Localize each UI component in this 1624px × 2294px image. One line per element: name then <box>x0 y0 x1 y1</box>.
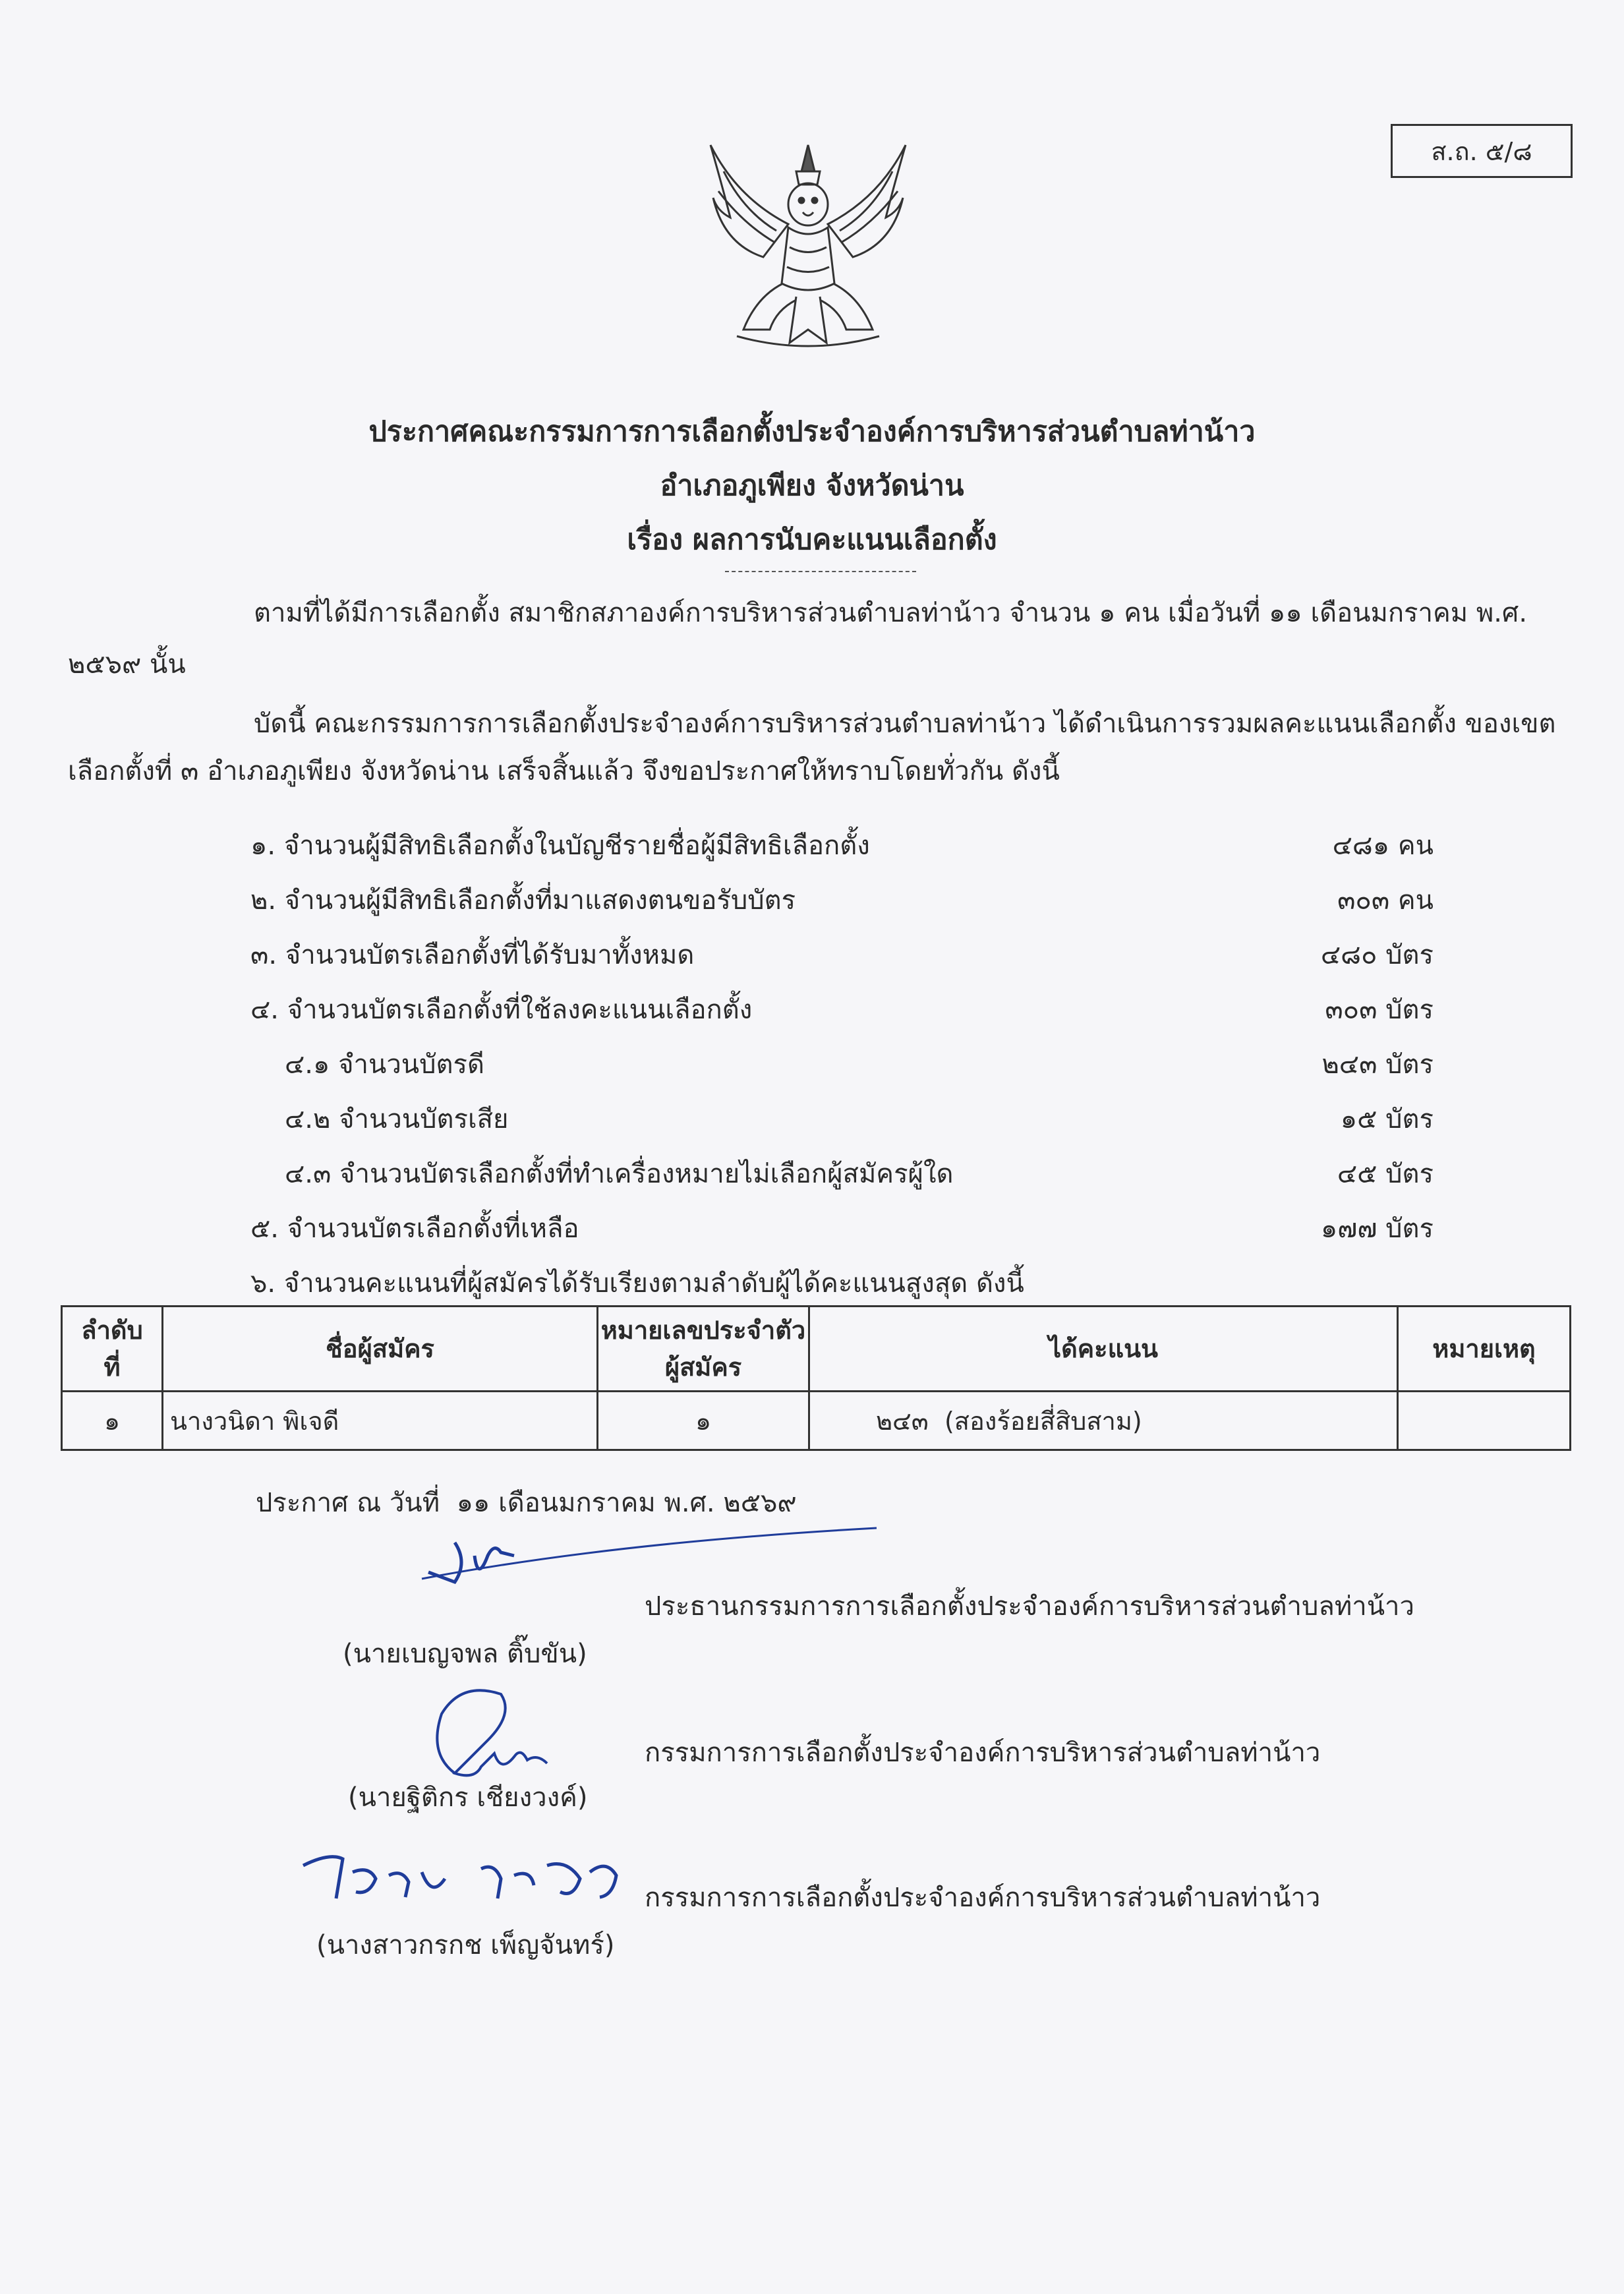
cell-name: นางวนิดา พิเจดี <box>163 1392 598 1450</box>
signatory-3-role: กรรมการการเลือกตั้งประจำองค์การบริหารส่วนตำบลท่าน้าว <box>645 1883 1321 1913</box>
intro-paragraph-2-line-2: เลือกตั้งที่ ๓ อำเภอภูเพียง จังหวัดน่าน เสร็จสิ้นแล้ว จึงขอประกาศให้ทราบโดยทั่วกัน ดังนี้ <box>68 756 1060 786</box>
intro-paragraph-1-line-1: ตามที่ได้มีการเลือกตั้ง สมาชิกสภาองค์การบริหารส่วนตำบลท่าน้าว จำนวน ๑ คน เมื่อวันที่ ๑๑ เดือนมกราคม พ.ศ. <box>254 598 1528 628</box>
column-header-number-line-1: หมายเลขประจำตัว <box>600 1316 806 1345</box>
signature-2-icon <box>415 1674 587 1793</box>
signatory-1-name: (นายเบญจพล ติ๊บขัน) <box>343 1639 587 1669</box>
title-line-2: อำเภอภูเพียง จังหวัดน่าน <box>660 469 964 502</box>
column-header-score: ได้คะแนน <box>809 1307 1398 1392</box>
signature-1-icon <box>415 1516 890 1595</box>
signatory-2-name: (นายฐิติกร เชียงวงค์) <box>348 1782 588 1813</box>
column-header-number-line-2: ผู้สมัคร <box>664 1353 742 1382</box>
column-header-order-line-2: ที่ <box>103 1353 121 1382</box>
item-6-heading: ๖. จำนวนคะแนนที่ผู้สมัครได้รับเรียงตามลำดับผู้ได้คะแนนสูงสุด ดังนี้ <box>250 1268 1024 1299</box>
cell-number: ๑ <box>598 1392 809 1450</box>
cell-note <box>1398 1392 1571 1450</box>
title-line-1: ประกาศคณะกรรมการการเลือกตั้งประจำองค์การบริหารส่วนตำบลท่าน้าว <box>368 415 1256 448</box>
column-header-candidate-number <box>598 1307 809 1392</box>
signature-3-icon <box>290 1839 633 1912</box>
signatory-3-name: (นางสาวกรกช เพ็ญจันทร์) <box>316 1930 615 1960</box>
item-label: ๓. จำนวนบัตรเลือกตั้งที่ได้รับมาทั้งหมด <box>250 940 695 970</box>
item-value: ๑๗๗ บัตร <box>1320 1214 1434 1244</box>
table-header-row <box>62 1307 1571 1392</box>
item-value: ๓๐๓ คน <box>1337 885 1434 916</box>
column-header-note: หมายเหตุ <box>1398 1307 1571 1392</box>
item-label: ๔.๑ จำนวนบัตรดี <box>285 1049 484 1080</box>
item-label: ๒. จำนวนผู้มีสิทธิเลือกตั้งที่มาแสดงตนขอรับบัตร <box>250 885 796 916</box>
item-label: ๔.๓ จำนวนบัตรเลือกตั้งที่ทำเครื่องหมายไม่เลือกผู้สมัครผู้ใด <box>285 1159 954 1189</box>
column-header-name: ชื่อผู้สมัคร <box>163 1307 598 1392</box>
item-value: ๑๕ บัตร <box>1340 1104 1434 1134</box>
cell-score: ๒๔๓ (สองร้อยสี่สิบสาม) <box>809 1392 1398 1450</box>
announcement-date: ประกาศ ณ วันที่ ๑๑ เดือนมกราคม พ.ศ. ๒๕๖๙ <box>256 1488 797 1518</box>
cell-order: ๑ <box>62 1392 163 1450</box>
item-value: ๒๔๓ บัตร <box>1321 1049 1434 1080</box>
item-value: ๓๐๓ บัตร <box>1325 995 1434 1025</box>
item-label: ๔. จำนวนบัตรเลือกตั้งที่ใช้ลงคะแนนเลือกตั้ง <box>250 995 753 1025</box>
table-row <box>62 1392 1571 1450</box>
item-label: ๕. จำนวนบัตรเลือกตั้งที่เหลือ <box>250 1214 579 1244</box>
column-header-order-line-1: ลำดับ <box>81 1316 143 1345</box>
intro-paragraph-1-line-2: ๒๕๖๙ นั้น <box>68 649 186 680</box>
title-divider <box>725 571 916 572</box>
document-code: ส.ถ. ๕/๘ <box>1391 124 1573 178</box>
signatory-1-role: ประธานกรรมการการเลือกตั้งประจำองค์การบริหารส่วนตำบลท่าน้าว <box>645 1591 1414 1622</box>
signatory-2-role: กรรมการการเลือกตั้งประจำองค์การบริหารส่วนตำบลท่าน้าว <box>645 1738 1321 1768</box>
garuda-emblem-icon <box>697 132 919 363</box>
item-value: ๔๘๑ คน <box>1332 831 1434 861</box>
title-subject: เรื่อง ผลการนับคะแนนเลือกตั้ง <box>627 523 997 556</box>
intro-paragraph-2-line-1: บัดนี้ คณะกรรมการการเลือกตั้งประจำองค์การบริหารส่วนตำบลท่าน้าว ได้ดำเนินการรวมผลคะแนนเลือกตั้ง ของเขต <box>254 709 1556 739</box>
column-header-order <box>62 1307 163 1392</box>
item-label: ๔.๒ จำนวนบัตรเสีย <box>285 1104 509 1134</box>
results-table <box>61 1305 1571 1451</box>
item-value: ๔๘๐ บัตร <box>1320 940 1434 970</box>
item-label: ๑. จำนวนผู้มีสิทธิเลือกตั้งในบัญชีรายชื่อผู้มีสิทธิเลือกตั้ง <box>250 831 870 861</box>
item-value: ๔๕ บัตร <box>1337 1159 1434 1189</box>
